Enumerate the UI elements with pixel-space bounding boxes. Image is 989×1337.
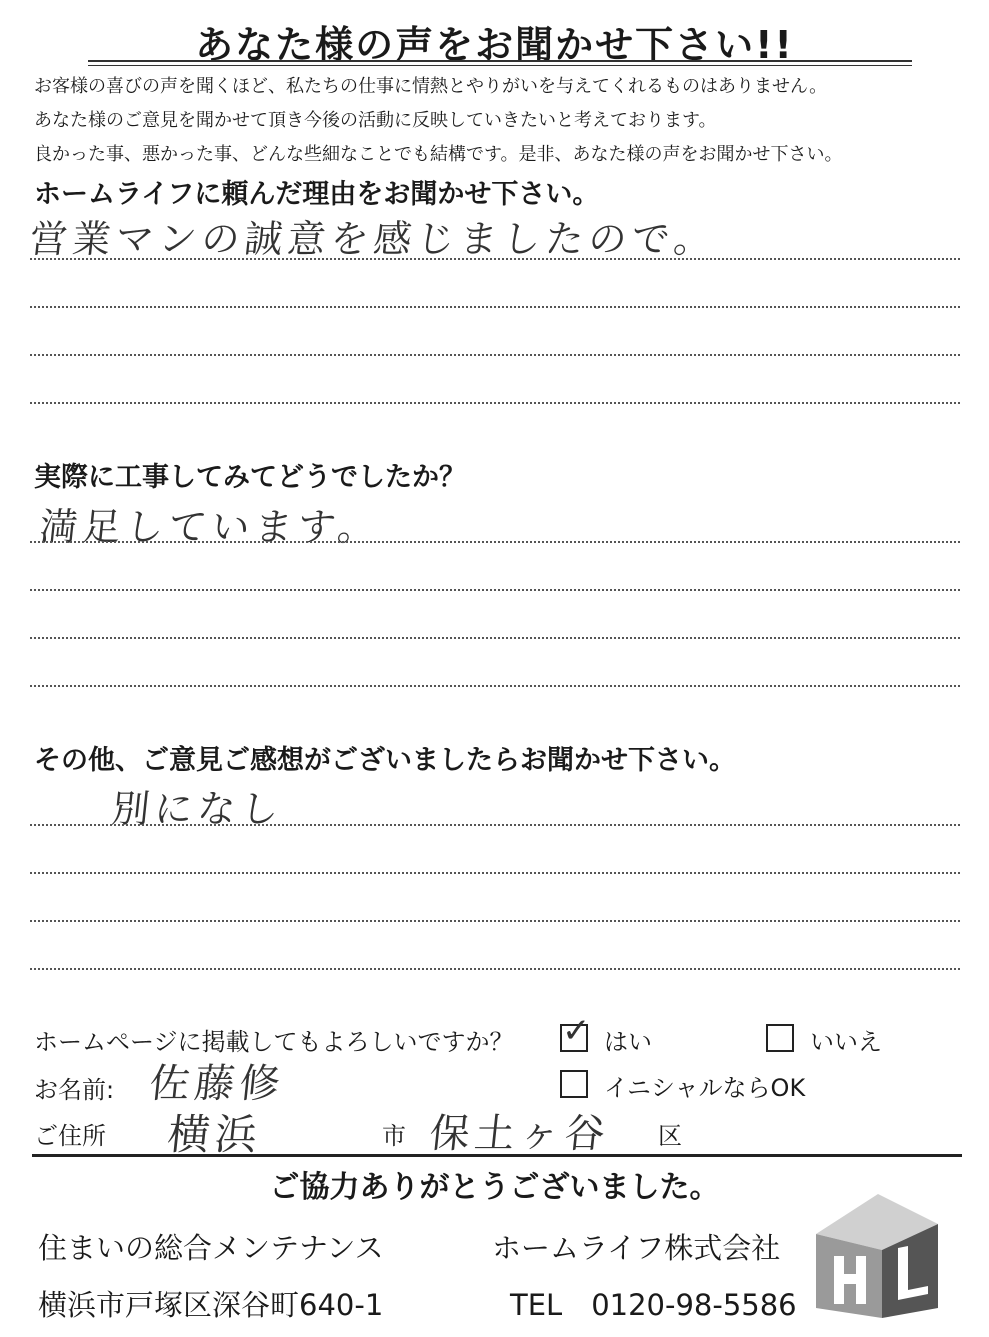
publish-yes-label: はい [604, 1028, 652, 1056]
publish-no-checkbox[interactable] [766, 1024, 794, 1052]
intro-line-3: 良かった事、悪かった事、どんな些細なことでも結構です。是非、あなた様の声をお聞かせ下さい。 [34, 144, 843, 165]
initial-ok-label: イニシャルならOK [604, 1074, 806, 1102]
question-comments-label: その他、ご意見ご感想がございましたらお聞かせ下さい。 [34, 745, 736, 776]
answer-line [30, 258, 960, 260]
answer-line [30, 541, 960, 543]
question-reason-label: ホームライフに頼んだ理由をお聞かせ下さい。 [34, 179, 600, 210]
publish-yes-checkbox[interactable] [560, 1011, 591, 1052]
intro-line-2: あなた様のご意見を聞かせて頂き今後の活動に反映していきたいと考えております。 [34, 110, 717, 131]
checkmark-icon: ✓ [562, 1011, 591, 1051]
intro-line-1: お客様の喜びの声を聞くほど、私たちの仕事に情熱とやりがいを与えてくれるものはありません。 [34, 76, 828, 97]
name-label: お名前: [34, 1076, 115, 1104]
answer-experience-handwritten[interactable]: 満足しています。 [37, 505, 383, 549]
answer-line [30, 306, 960, 308]
footer-divider [32, 1154, 962, 1157]
name-handwritten[interactable]: 佐藤修 [147, 1061, 288, 1107]
initial-ok-checkbox[interactable] [560, 1070, 588, 1098]
answer-line [30, 920, 960, 922]
answer-comments-handwritten[interactable]: 別になし [109, 787, 286, 831]
address-ward-handwritten[interactable]: 保土ヶ谷 [427, 1111, 613, 1157]
ward-label: 区 [658, 1122, 682, 1150]
title-underline [88, 60, 912, 62]
homelife-house-logo-icon [812, 1190, 942, 1320]
answer-line [30, 824, 960, 826]
answer-line [30, 685, 960, 687]
page-title: あなた様の声をお聞かせ下さい!! [195, 23, 794, 67]
title-underline-thin [88, 65, 912, 66]
answer-line [30, 402, 960, 404]
answer-line [30, 637, 960, 639]
city-label: 市 [382, 1122, 406, 1150]
publish-no-label: いいえ [810, 1028, 882, 1056]
company-address: 横浜市戸塚区深谷町640-1 [38, 1288, 384, 1322]
answer-line [30, 354, 960, 356]
company-name: ホームライフ株式会社 [492, 1231, 781, 1265]
answer-line [30, 968, 960, 970]
answer-reason-handwritten[interactable]: 営業マンの誠意を感じましたので。 [27, 217, 720, 261]
answer-line [30, 589, 960, 591]
publish-question: ホームページに掲載してもよろしいですか？ [34, 1028, 514, 1056]
answer-line [30, 872, 960, 874]
address-label: ご住所 [34, 1122, 106, 1150]
question-experience-label: 実際に工事してみてどうでしたか？ [34, 462, 466, 493]
company-tagline: 住まいの総合メンテナンス [38, 1231, 384, 1265]
address-city-handwritten[interactable]: 横浜 [165, 1110, 265, 1159]
thanks-message: ご協力ありがとうございました。 [269, 1170, 720, 1205]
company-phone: TEL 0120-98-5586 [510, 1288, 797, 1322]
